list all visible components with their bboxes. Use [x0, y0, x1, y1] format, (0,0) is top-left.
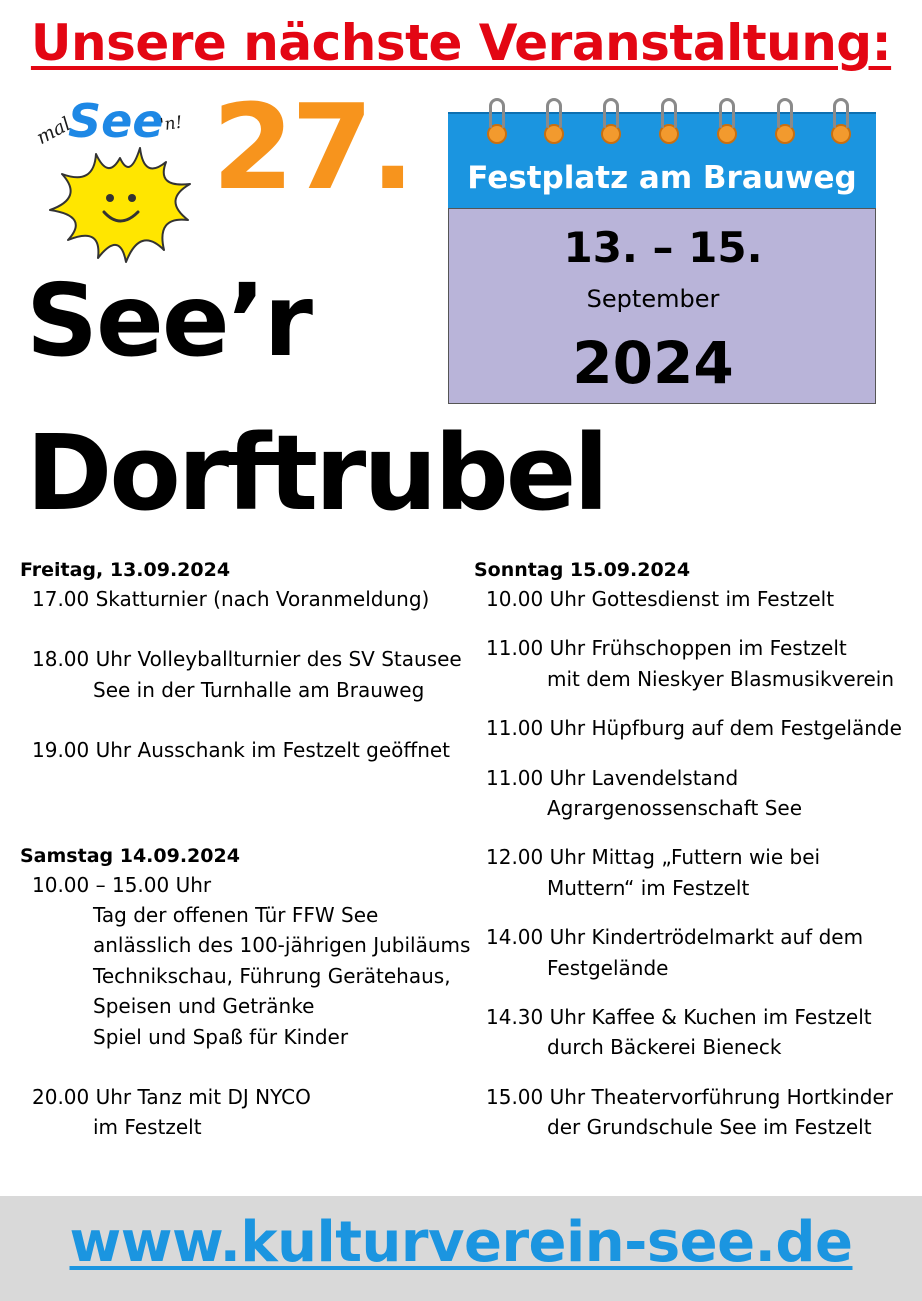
schedule-event: [32, 870, 471, 1052]
event-detail-line: mit dem Nieskyer Blasmusikverein: [547, 666, 895, 691]
event-time-and-title: 17.00 Skatturnier (nach Voranmeldung): [32, 587, 430, 611]
schedule-event: [486, 584, 914, 614]
event-detail-line: Tag der offenen Tür FFW See: [93, 903, 379, 928]
event-detail-line: anlässlich des 100-jährigen Jubiläums: [93, 933, 471, 958]
event-detail-line: Speisen und Getränke: [93, 994, 315, 1019]
event-detail-line: Agrargenossenschaft See: [547, 796, 802, 821]
event-detail-line: Festgelände: [547, 955, 669, 980]
day-heading: Freitag, 13.09.2024: [20, 559, 231, 581]
event-time-and-title: 11.00 Uhr Lavendelstand: [486, 765, 739, 790]
event-detail-line: Technikschau, Führung Gerätehaus,: [93, 963, 451, 988]
schedule-event: [32, 1082, 460, 1143]
event-time-and-title: 20.00 Uhr Tanz mit DJ NYCO: [32, 1085, 311, 1110]
calendar-card: [448, 96, 876, 404]
event-time-and-title: 11.00 Uhr Hüpfburg auf dem Festgelände: [486, 716, 902, 741]
event-time-and-title: 19.00 Uhr Ausschank im Festzelt geöffnet: [32, 738, 451, 763]
event-time-and-title: 14.00 Uhr Kindertrödelmarkt auf dem: [486, 925, 864, 950]
calendar-month: September: [586, 285, 720, 313]
day-heading: Sonntag 15.09.2024: [474, 559, 691, 581]
event-time-and-title: 12.00 Uhr Mittag „Futtern wie bei: [486, 845, 821, 870]
logo-prefix: mal: [32, 112, 75, 150]
website-link[interactable]: www.kulturverein-see.de: [69, 1210, 853, 1275]
schedule-event: [486, 763, 914, 824]
event-time-and-title: 14.30 Uhr Kaffee & Kuchen im Festzelt: [486, 1005, 872, 1030]
schedule-event: [32, 644, 460, 705]
event-time-and-title: 10.00 Uhr Gottesdienst im Festzelt: [486, 587, 835, 611]
headline: Unsere nächste Veranstaltung:: [30, 14, 892, 72]
event-detail-line: im Festzelt: [93, 1115, 202, 1140]
binder-ring-icon: [716, 98, 738, 146]
logo-main: See: [68, 94, 164, 148]
schedule-event: [32, 584, 460, 614]
schedule-right-column: [474, 556, 914, 1143]
binder-ring-icon: [658, 98, 680, 146]
event-detail-line: der Grundschule See im Festzelt: [547, 1115, 872, 1140]
event-time-and-title: 18.00 Uhr Volleyballturnier des SV Stausee: [32, 647, 462, 672]
event-detail-line: Spiel und Spaß für Kinder: [93, 1024, 349, 1049]
binder-ring-icon: [774, 98, 796, 146]
schedule-event: [486, 713, 914, 743]
event-time-and-title: 11.00 Uhr Frühschoppen im Festzelt: [486, 636, 847, 661]
schedule-event: [32, 735, 460, 765]
event-detail-line: Muttern“ im Festzelt: [547, 875, 750, 900]
schedule-event: [486, 922, 914, 983]
edition-number: 27.: [212, 78, 413, 216]
event-title-line1: See’r: [26, 262, 311, 379]
schedule-event: [486, 1002, 914, 1063]
schedule-event: [486, 842, 914, 903]
schedule-left-column: [20, 556, 471, 1143]
day-spacer: [20, 766, 460, 842]
event-time-and-title: 10.00 – 15.00 Uhr: [32, 872, 212, 897]
footer-bar: [0, 1196, 922, 1301]
calendar-date-range: 13. – 15.: [563, 223, 763, 272]
logo-suffix: 'n!: [158, 112, 184, 136]
calendar-rings: [448, 96, 876, 152]
schedule-event: [486, 1082, 914, 1143]
day-heading: Samstag 14.09.2024: [20, 844, 240, 867]
binder-ring-icon: [600, 98, 622, 146]
binder-ring-icon: [830, 98, 852, 146]
calendar-body: [448, 208, 876, 404]
schedule-event: [486, 633, 914, 694]
binder-ring-icon: [486, 98, 508, 146]
binder-ring-icon: [543, 98, 565, 146]
malseen-logo: [30, 94, 200, 270]
event-detail-line: See in der Turnhalle am Brauweg: [93, 677, 425, 702]
event-title-line2: Dorftrubel: [26, 412, 606, 534]
calendar-location: Festplatz am Brauweg: [467, 160, 857, 196]
event-detail-line: durch Bäckerei Bieneck: [547, 1035, 782, 1060]
calendar-year: 2024: [572, 329, 734, 397]
event-time-and-title: 15.00 Uhr Theatervorführung Hortkinder: [486, 1084, 894, 1109]
